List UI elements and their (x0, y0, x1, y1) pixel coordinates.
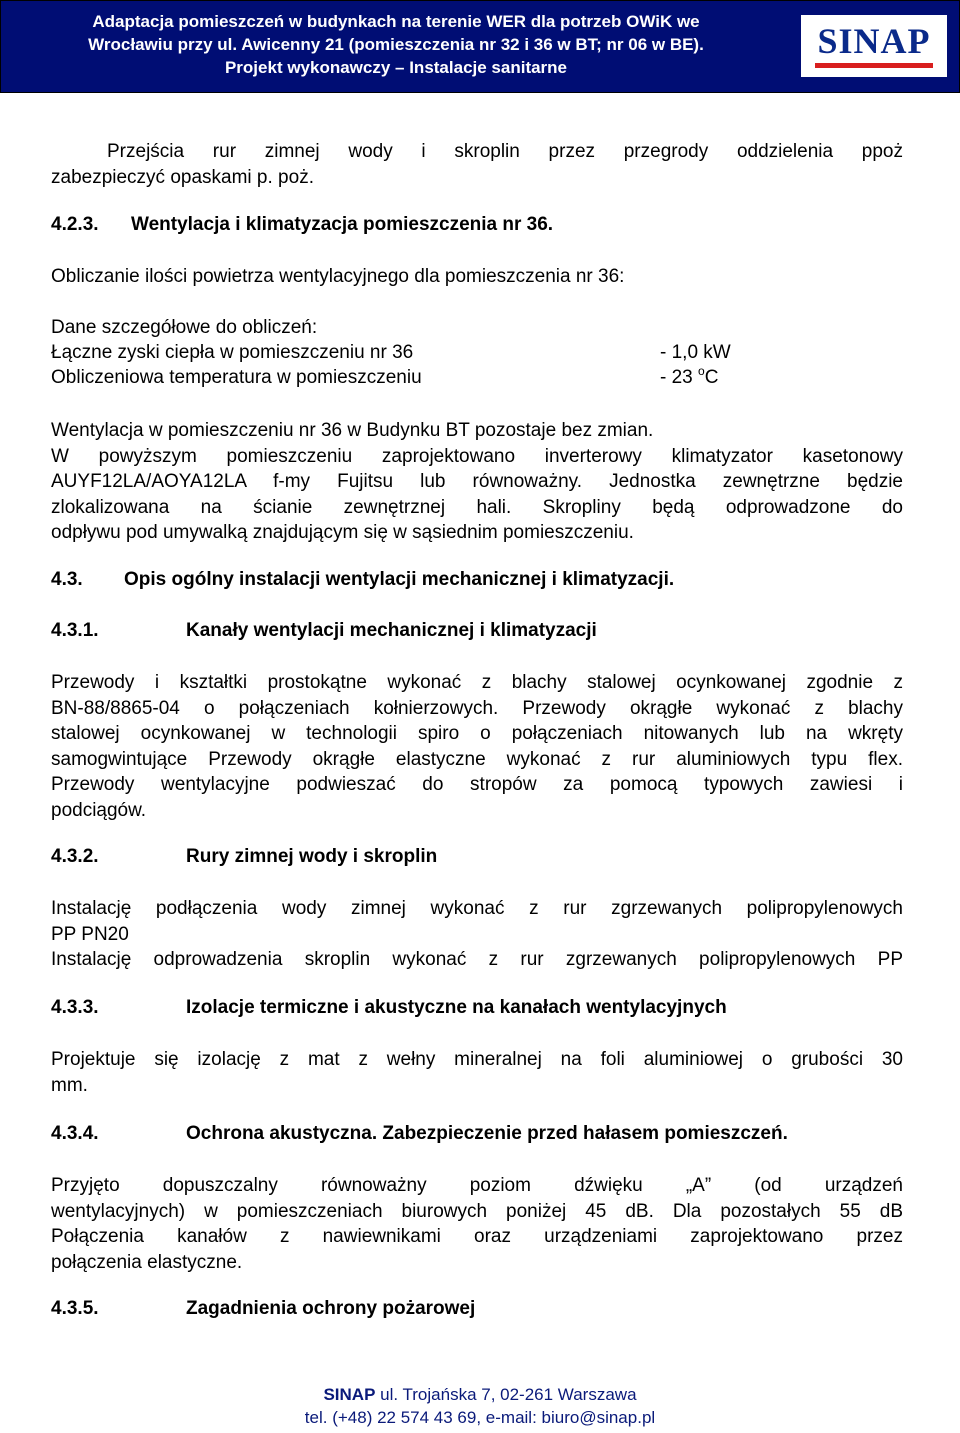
header-title-line-2: Wrocławiu przy ul. Awicenny 21 (pomieszczenia nr 32 i 36 w BT; nr 06 w BE). (88, 35, 704, 54)
section-number-4-3-5: 4.3.5. (51, 1298, 99, 1319)
section-title-4-3: Opis ogólny instalacji wentylacji mechanicznej i klimatyzacji. (124, 569, 675, 590)
temperature-label: Obliczeniowa temperatura w pomieszczeniu (51, 367, 422, 388)
temperature-number: - 23 (660, 367, 699, 388)
header-title-line-1: Adaptacja pomieszczeń w budynkach na terenie WER dla potrzeb OWiK we (92, 12, 700, 31)
footer-brand: SINAP (323, 1385, 376, 1404)
header-title-line-3: Projekt wykonawczy – Instalacje sanitarne (224, 58, 568, 77)
paragraph-line: PP PN20 (51, 923, 129, 945)
paragraph-line: mm. (51, 1074, 88, 1096)
footer-address: ul. Trojańska 7, 02-261 Warszawa (375, 1385, 637, 1404)
paragraph-line: W powyższym pomieszczeniu zaprojektowano inverterowy klimatyzator kasetonowy (51, 445, 903, 467)
paragraph-line: zlokalizowana na ścianie zewnętrznej hali. Skropliny będą odprowadzone do (51, 496, 903, 518)
paragraph-line: Przewody i kształtki prostokątne wykonać z blachy stalowej ocynkowanej zgodnie z (51, 672, 903, 693)
paragraph-line: samogwintujące Przewody okrągłe elastyczne wykonać z rur aluminiowych typu flex. (51, 748, 903, 770)
section-number-4-2-3: 4.2.3. (51, 214, 99, 235)
intro-paragraph (51, 139, 903, 190)
paragraph-line: stalowej ocynkowanej w technologii spiro o połączeniach nitowanych lub na wkręty (51, 723, 903, 744)
paragraph-line: Wentylacja w pomieszczeniu nr 36 w Budynku BT pozostaje bez zmian. (51, 420, 654, 441)
sinap-logo (801, 15, 947, 77)
section-number-4-3-3: 4.3.3. (51, 997, 99, 1018)
paragraph-line: wentylacyjnych) w pomieszczeniach biurowych poniżej 45 dB. Dla pozostałych 55 dB (51, 1200, 903, 1222)
ducts-paragraph (51, 670, 903, 823)
section-number-4-3-1: 4.3.1. (51, 620, 99, 641)
footer-contact: tel. (+48) 22 574 43 69, e-mail: biuro@sinap.pl (304, 1408, 656, 1427)
intro-line: Przejścia rur zimnej wody i skroplin przez przegrody oddzielenia ppoż (107, 141, 903, 162)
section-number-4-3-2: 4.3.2. (51, 846, 99, 867)
degree-symbol: o (698, 364, 705, 378)
paragraph-line: AUYF12LA/AOYA12LA f-my Fujitsu lub równoważny. Jednostka zewnętrzne będzie (51, 471, 903, 492)
paragraph-line: Instalację podłączenia wody zimnej wykonać z rur zgrzewanych polipropylenowych (51, 898, 903, 919)
details-heading: Dane szczegółowe do obliczeń: (51, 317, 318, 338)
temperature-value (660, 364, 719, 389)
section-title-4-3-3: Izolacje termiczne i akustyczne na kanałach wentylacyjnych (186, 997, 727, 1018)
pipes-paragraph (51, 896, 903, 973)
section-title-4-3-4: Ochrona akustyczna. Zabezpieczenie przed hałasem pomieszczeń. (186, 1123, 788, 1144)
section-title-4-3-2: Rury zimnej wody i skroplin (186, 846, 438, 867)
section-number-4-3-4: 4.3.4. (51, 1123, 99, 1144)
paragraph-line: Instalację odprowadzenia skroplin wykonać z rur zgrzewanych polipropylenowych PP (51, 949, 903, 970)
insulation-paragraph (51, 1047, 903, 1098)
heat-gain-label: Łączne zyski ciepła w pomieszczeniu nr 36 (51, 342, 414, 363)
paragraph-line: odpływu pod umywalką znajdującym się w sąsiednim pomieszczeniu. (51, 522, 634, 543)
logo-text: SINAP (817, 21, 931, 61)
paragraph-line: Projektuje się izolację z mat z wełny mineralnej na foli aluminiowej o grubości 30 (51, 1049, 903, 1070)
paragraph-line: Przyjęto dopuszczalny równoważny poziom dźwięku „A” (od urządzeń (51, 1175, 903, 1196)
paragraph-line: połączenia elastyczne. (51, 1251, 243, 1273)
calc-intro: Obliczanie ilości powietrza wentylacyjnego dla pomieszczenia nr 36: (51, 266, 625, 287)
footer-address-line (0, 1383, 960, 1406)
ventilation-paragraph (51, 418, 903, 546)
section-title-4-3-1: Kanały wentylacji mechanicznej i klimatyzacji (186, 620, 597, 641)
header-text (1, 10, 791, 79)
paragraph-line: podciągów. (51, 799, 147, 821)
logo-underline (815, 63, 933, 68)
paragraph-line: BN-88/8865-04 o połączeniach kołnierzowych. Przewody okrągłe wykonać z blachy (51, 697, 903, 719)
section-number-4-3: 4.3. (51, 569, 83, 590)
intro-line: zabezpieczyć opaskami p. poż. (51, 166, 314, 188)
paragraph-line: Przewody wentylacyjne podwieszać do stropów za pomocą typowych zawiesi i (51, 774, 903, 795)
document-header (0, 0, 960, 93)
acoustic-paragraph (51, 1173, 903, 1275)
section-title-4-2-3: Wentylacja i klimatyzacja pomieszczenia nr 36. (131, 214, 554, 235)
paragraph-line: Połączenia kanałów z nawiewnikami oraz urządzeniami zaprojektowano przez (51, 1226, 903, 1247)
temperature-unit: C (704, 367, 719, 388)
document-footer (0, 1383, 960, 1429)
heat-gain-value: - 1,0 kW (660, 342, 731, 363)
section-title-4-3-5: Zagadnienia ochrony pożarowej (186, 1298, 476, 1319)
